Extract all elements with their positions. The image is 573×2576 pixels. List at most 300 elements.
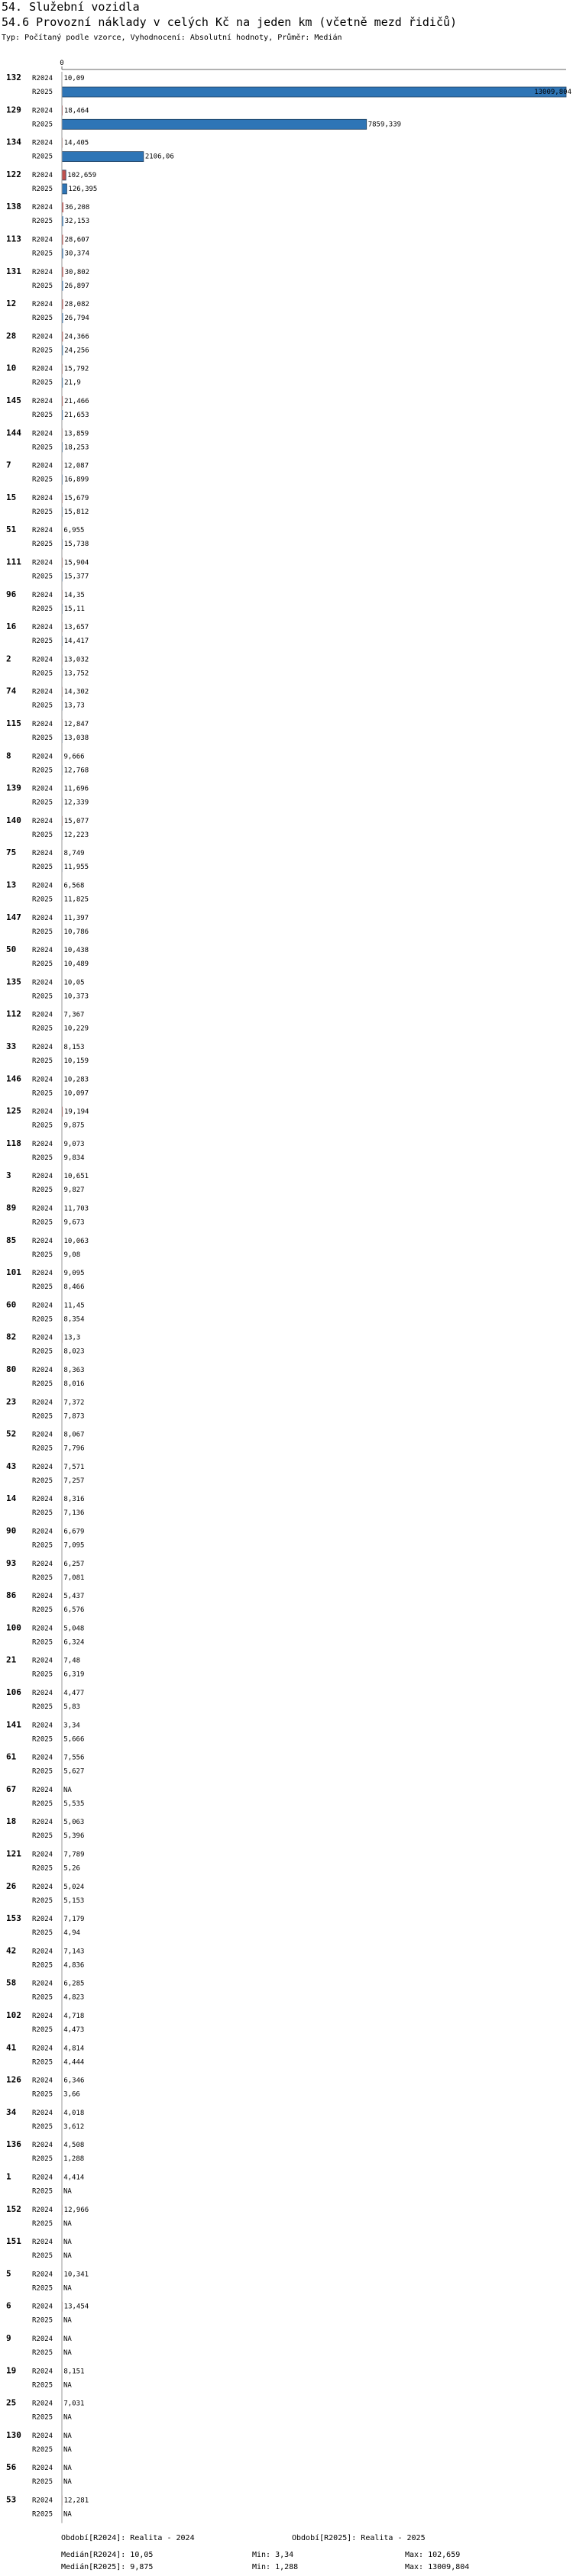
series-label: R2024 [32, 1334, 53, 1342]
series-label: R2025 [32, 1864, 53, 1873]
value-label: 4,718 [63, 2013, 85, 2020]
series-label: R2024 [32, 1173, 53, 1181]
series-label: R2025 [32, 638, 53, 646]
series-label: R2024 [32, 430, 53, 438]
series-label: R2025 [32, 1283, 53, 1292]
value-label: 7,367 [63, 1011, 85, 1019]
series-label: R2024 [32, 721, 53, 728]
series-label: R2024 [32, 850, 53, 858]
value-label: 18,253 [63, 444, 89, 452]
series-label: R2025 [32, 1638, 53, 1647]
value-label: 5,83 [63, 1703, 80, 1711]
median-2025: Medián[R2025]: 9,875 [61, 2563, 154, 2571]
value-label: 4,473 [63, 2026, 85, 2034]
row-id-label: 126 [6, 2074, 21, 2085]
row-id-label: 152 [6, 2203, 21, 2214]
value-label: 14,302 [63, 688, 89, 696]
series-label: R2025 [32, 1315, 53, 1324]
value-label: 10,05 [63, 979, 85, 987]
row-id-label: 138 [6, 202, 21, 212]
series-label: R2024 [32, 1367, 53, 1374]
series-label: R2025 [32, 282, 53, 290]
series-label: R2025 [32, 1993, 53, 2002]
value-label: 4,814 [63, 2045, 85, 2053]
value-label: 5,535 [63, 1800, 85, 1808]
value-label: 14,405 [63, 139, 89, 147]
row-id-label: 118 [6, 1138, 21, 1148]
series-label: R2025 [32, 121, 53, 129]
bar [62, 170, 66, 180]
value-label: 10,063 [63, 1237, 89, 1245]
row-id-label: 101 [6, 1267, 21, 1278]
value-label: 6,319 [63, 1671, 85, 1679]
value-label: 24,256 [64, 347, 89, 355]
series-label: R2024 [32, 753, 53, 761]
value-label: 9,08 [63, 1251, 81, 1259]
value-label: 7,095 [63, 1541, 85, 1550]
max-2025: Max: 13009,804 [405, 2563, 470, 2571]
series-label: R2024 [32, 1528, 53, 1536]
value-label: 8,466 [63, 1283, 85, 1292]
row-id-label: 6 [6, 2300, 11, 2311]
series-label: R2024 [32, 1237, 53, 1245]
series-label: R2025 [32, 250, 53, 258]
series-label: R2025 [32, 1380, 53, 1388]
series-label: R2024 [32, 494, 53, 502]
value-label: 26,897 [64, 282, 89, 290]
value-label: 7,179 [63, 1916, 85, 1924]
value-label: 14,417 [63, 638, 89, 646]
value-label: 10,489 [63, 960, 89, 969]
value-label: 7,081 [63, 1574, 85, 1582]
row-id-label: 151 [6, 2236, 21, 2247]
row-id-label: 100 [6, 1622, 21, 1633]
min-2025: Min: 1,288 [252, 2563, 299, 2571]
value-label: NA [63, 2219, 72, 2228]
value-label: 15,679 [63, 494, 89, 502]
value-label: 9,073 [63, 1140, 85, 1148]
row-id-label: 60 [6, 1299, 17, 1310]
series-label: R2024 [32, 882, 53, 890]
value-label: 10,159 [63, 1057, 89, 1065]
value-label: 11,397 [63, 914, 89, 922]
value-label: 4,823 [63, 1993, 85, 2002]
series-label: R2025 [32, 2122, 53, 2131]
value-label: 15,11 [63, 605, 85, 613]
value-label: 6,576 [63, 1606, 85, 1615]
series-label: R2024 [32, 1690, 53, 1697]
value-label: 11,955 [63, 864, 89, 872]
value-label: 9,666 [63, 753, 85, 761]
series-label: R2025 [32, 896, 53, 904]
series-label: R2025 [32, 1800, 53, 1808]
series-label: R2024 [32, 333, 53, 341]
value-label: 9,095 [63, 1270, 85, 1278]
series-label: R2025 [32, 831, 53, 839]
series-label: R2025 [32, 864, 53, 872]
row-id-label: 135 [6, 976, 21, 987]
series-label: R2025 [32, 573, 53, 581]
row-id-label: 41 [6, 2042, 17, 2053]
value-label: 21,466 [64, 398, 89, 405]
value-label: 8,016 [63, 1380, 85, 1388]
series-label: R2025 [32, 1767, 53, 1776]
row-id-label: 21 [6, 1654, 17, 1665]
row-id-label: 16 [6, 621, 17, 632]
value-label: NA [63, 2187, 72, 2196]
series-label: R2024 [32, 2271, 53, 2279]
value-label: 13,3 [63, 1334, 81, 1342]
row-id-label: 85 [6, 1235, 17, 1245]
row-id-label: 136 [6, 2139, 21, 2150]
value-label: 15,077 [63, 817, 89, 825]
series-label: R2024 [32, 1560, 53, 1568]
series-label: R2024 [32, 462, 53, 470]
row-id-label: 7 [6, 460, 11, 470]
row-id-label: 15 [6, 492, 17, 502]
row-id-label: 102 [6, 2010, 21, 2020]
series-label: R2024 [32, 1625, 53, 1633]
value-label: 7,796 [63, 1445, 85, 1453]
series-label: R2025 [32, 1574, 53, 1582]
bar [62, 152, 144, 162]
series-label: R2024 [32, 527, 53, 535]
value-label: 8,151 [63, 2368, 85, 2376]
series-label: R2025 [32, 2413, 53, 2422]
series-label: R2024 [32, 139, 53, 147]
series-label: R2025 [32, 702, 53, 710]
value-label: 5,437 [63, 1593, 85, 1601]
series-label: R2024 [32, 204, 53, 212]
value-label: NA [63, 2284, 72, 2293]
value-label: 6,679 [63, 1528, 85, 1536]
value-label: 3,34 [63, 1722, 80, 1730]
series-label: R2024 [32, 559, 53, 567]
legend-period-2024: Období[R2024]: Realita - 2024 [61, 2534, 195, 2542]
value-label: 24,366 [64, 333, 89, 341]
series-label: R2024 [32, 1431, 53, 1439]
series-label: R2025 [32, 2316, 53, 2325]
value-label: 4,94 [63, 1929, 80, 1938]
series-label: R2025 [32, 2381, 53, 2390]
value-label: NA [63, 2432, 72, 2440]
bar [62, 87, 566, 97]
value-label: 102,659 [67, 171, 97, 179]
value-label: 5,666 [63, 1735, 85, 1744]
value-label: 11,825 [63, 896, 89, 904]
value-label: 11,703 [63, 1205, 89, 1213]
row-id-label: 80 [6, 1364, 17, 1374]
row-id-label: 67 [6, 1784, 17, 1794]
series-label: R2024 [32, 1722, 53, 1730]
value-label: 10,651 [63, 1173, 89, 1181]
row-id-label: 42 [6, 1945, 17, 1956]
row-id-label: 1 [6, 2171, 11, 2182]
series-label: R2025 [32, 508, 53, 516]
series-label: R2025 [32, 153, 53, 161]
row-id-label: 9 [6, 2333, 11, 2343]
value-label: 13009,804 [534, 89, 571, 96]
value-label: 15,792 [63, 365, 89, 373]
series-label: R2024 [32, 1076, 53, 1084]
row-id-label: 96 [6, 589, 17, 599]
series-label: R2025 [32, 2252, 53, 2261]
series-label: R2024 [32, 2303, 53, 2311]
row-id-label: 43 [6, 1461, 17, 1471]
value-label: NA [63, 2413, 72, 2422]
series-label: R2024 [32, 1270, 53, 1278]
value-label: NA [63, 2316, 72, 2325]
row-id-label: 82 [6, 1332, 17, 1342]
series-label: R2025 [32, 799, 53, 807]
row-id-label: 93 [6, 1558, 17, 1568]
row-id-label: 144 [6, 428, 21, 438]
value-label: 21,653 [64, 412, 89, 419]
value-label: 4,508 [63, 2142, 85, 2150]
value-label: 30,802 [64, 268, 90, 276]
value-label: 26,794 [64, 315, 89, 323]
value-label: 12,223 [63, 831, 89, 839]
chart-subtitle: Typ: Počítaný podle vzorce, Vyhodnocení: Absolutní hodnoty, Průměr: Medián [2, 34, 342, 42]
series-label: R2024 [32, 817, 53, 825]
value-label: 8,749 [63, 850, 85, 858]
row-id-label: 13 [6, 880, 17, 890]
legend-period-2025: Období[R2025]: Realita - 2025 [292, 2534, 426, 2542]
series-label: R2024 [32, 2400, 53, 2408]
series-label: R2025 [32, 1509, 53, 1518]
value-label: 7,143 [63, 1948, 85, 1956]
series-label: R2024 [32, 1980, 53, 1988]
row-id-label: 75 [6, 847, 17, 858]
series-label: R2025 [32, 1348, 53, 1356]
value-label: 16,899 [63, 476, 89, 484]
value-label: 7,372 [63, 1399, 85, 1407]
value-label: 3,66 [63, 2090, 80, 2099]
value-label: 3,612 [63, 2122, 85, 2131]
series-label: R2024 [32, 914, 53, 922]
value-label: 14,35 [63, 591, 85, 599]
value-label: 30,374 [64, 250, 90, 258]
series-label: R2025 [32, 1154, 53, 1162]
row-id-label: 141 [6, 1719, 21, 1730]
series-label: R2024 [32, 1044, 53, 1051]
series-label: R2025 [32, 1735, 53, 1744]
series-label: R2025 [32, 2284, 53, 2293]
value-label: NA [63, 2239, 72, 2247]
series-label: R2024 [32, 365, 53, 373]
value-label: 6,285 [63, 1980, 85, 1988]
series-label: R2024 [32, 688, 53, 696]
series-label: R2025 [32, 2445, 53, 2454]
series-label: R2025 [32, 1477, 53, 1485]
series-label: R2025 [32, 315, 53, 323]
value-label: 5,396 [63, 1832, 85, 1841]
row-id-label: 112 [6, 1009, 21, 1019]
value-label: 32,153 [64, 218, 90, 226]
series-label: R2025 [32, 1089, 53, 1098]
series-label: R2025 [32, 2510, 53, 2519]
value-label: 5,153 [63, 1896, 85, 1905]
value-label: NA [63, 2465, 72, 2473]
row-id-label: 86 [6, 1590, 17, 1601]
series-label: R2025 [32, 928, 53, 936]
row-id-label: 140 [6, 815, 21, 825]
row-id-label: 139 [6, 783, 21, 793]
row-id-label: 26 [6, 1880, 17, 1891]
value-label: 36,208 [64, 204, 90, 212]
series-label: R2025 [32, 476, 53, 484]
series-label: R2024 [32, 656, 53, 664]
series-label: R2025 [32, 2219, 53, 2228]
series-label: R2024 [32, 1883, 53, 1891]
series-label: R2025 [32, 1929, 53, 1938]
row-id-label: 131 [6, 266, 21, 276]
series-label: R2024 [32, 979, 53, 987]
series-label: R2025 [32, 412, 53, 419]
series-label: R2024 [32, 2206, 53, 2214]
value-label: 126,395 [68, 185, 98, 193]
value-label: 13,752 [63, 670, 89, 678]
series-label: R2024 [32, 171, 53, 179]
value-label: 10,373 [63, 993, 89, 1001]
value-label: 4,444 [63, 2058, 85, 2067]
series-label: R2025 [32, 734, 53, 742]
row-id-label: 28 [6, 331, 17, 341]
value-label: NA [63, 2252, 72, 2261]
series-label: R2025 [32, 1703, 53, 1711]
series-label: R2025 [32, 993, 53, 1001]
row-id-label: 52 [6, 1428, 17, 1439]
value-label: 12,339 [63, 799, 89, 807]
row-id-label: 10 [6, 363, 17, 373]
series-label: R2025 [32, 2090, 53, 2099]
series-label: R2025 [32, 1057, 53, 1065]
value-label: 12,847 [63, 721, 89, 728]
value-label: 10,438 [63, 947, 89, 955]
row-id-label: 14 [6, 1493, 17, 1504]
row-id-label: 23 [6, 1396, 17, 1407]
value-label: 5,063 [63, 1819, 85, 1827]
series-label: R2025 [32, 541, 53, 549]
row-id-label: 8 [6, 751, 11, 761]
row-id-label: 122 [6, 169, 21, 179]
series-label: R2024 [32, 1496, 53, 1504]
series-label: R2024 [32, 2368, 53, 2376]
row-id-label: 25 [6, 2397, 17, 2408]
row-id-label: 106 [6, 1687, 21, 1697]
value-label: 7,257 [63, 1477, 85, 1485]
value-label: 10,097 [63, 1089, 89, 1098]
series-label: R2024 [32, 1948, 53, 1956]
series-label: R2024 [32, 2336, 53, 2343]
row-id-label: 134 [6, 137, 21, 147]
series-label: R2024 [32, 1819, 53, 1827]
row-id-label: 125 [6, 1106, 21, 1116]
row-id-label: 5 [6, 2268, 11, 2279]
series-label: R2025 [32, 1025, 53, 1033]
series-label: R2024 [32, 2432, 53, 2440]
value-label: 8,023 [63, 1348, 85, 1356]
value-label: NA [63, 2349, 72, 2357]
value-label: 8,363 [63, 1367, 85, 1374]
row-id-label: 90 [6, 1525, 17, 1536]
value-label: 8,067 [63, 1431, 85, 1439]
value-label: 10,229 [63, 1025, 89, 1033]
series-label: R2025 [32, 185, 53, 193]
series-label: R2025 [32, 1961, 53, 1970]
value-label: 7859,339 [367, 121, 402, 129]
row-id-label: 111 [6, 557, 21, 567]
row-id-label: 33 [6, 1041, 17, 1051]
series-label: R2024 [32, 2465, 53, 2473]
bar [62, 184, 66, 194]
series-label: R2025 [32, 1445, 53, 1453]
series-label: R2025 [32, 2478, 53, 2487]
row-id-label: 18 [6, 1816, 17, 1827]
series-label: R2024 [32, 1108, 53, 1116]
row-id-label: 113 [6, 234, 21, 244]
row-id-label: 115 [6, 718, 21, 728]
row-id-label: 34 [6, 2106, 17, 2117]
series-label: R2024 [32, 75, 53, 82]
row-id-label: 51 [6, 525, 17, 535]
value-label: 8,316 [63, 1496, 85, 1504]
value-label: 11,696 [63, 785, 89, 793]
value-label: 10,786 [63, 928, 89, 936]
series-label: R2024 [32, 2239, 53, 2247]
row-id-label: 145 [6, 395, 21, 405]
value-label: 5,26 [63, 1864, 80, 1873]
series-label: R2024 [32, 236, 53, 244]
value-label: 7,556 [63, 1754, 85, 1762]
chart-title: 54.6 Provozní náklady v celých Kč na jeden km (včetně mezd řidičů) [2, 15, 458, 29]
series-label: R2025 [32, 1219, 53, 1227]
series-label: R2024 [32, 1754, 53, 1762]
value-label: NA [63, 2510, 72, 2519]
series-label: R2025 [32, 2187, 53, 2196]
value-label: 15,377 [63, 573, 89, 581]
value-label: 10,283 [63, 1076, 89, 1084]
value-label: 13,038 [63, 734, 89, 742]
value-label: 4,836 [63, 1961, 85, 1970]
series-label: R2024 [32, 107, 53, 115]
series-label: R2025 [32, 379, 53, 387]
value-label: NA [63, 2445, 72, 2454]
value-label: 15,812 [63, 508, 89, 516]
series-label: R2024 [32, 1916, 53, 1924]
section-heading: 54. Služební vozidla [2, 0, 140, 14]
min-2024: Min: 3,34 [252, 2551, 294, 2559]
value-label: 7,873 [63, 1412, 85, 1421]
row-id-label: 132 [6, 73, 21, 82]
series-label: R2024 [32, 1011, 53, 1019]
series-label: R2024 [32, 624, 53, 632]
row-id-label: 50 [6, 944, 17, 955]
value-label: 4,414 [63, 2174, 85, 2182]
series-label: R2025 [32, 1606, 53, 1615]
value-label: 4,018 [63, 2109, 85, 2117]
row-id-label: 121 [6, 1848, 21, 1859]
series-label: R2024 [32, 2174, 53, 2182]
series-label: R2024 [32, 1399, 53, 1407]
value-label: 11,45 [63, 1302, 85, 1310]
value-label: 6,346 [63, 2077, 85, 2085]
row-id-label: 147 [6, 912, 21, 922]
value-label: 6,324 [63, 1638, 85, 1647]
value-label: 12,966 [63, 2206, 89, 2214]
row-id-label: 153 [6, 1913, 21, 1924]
value-label: 12,768 [63, 767, 89, 775]
